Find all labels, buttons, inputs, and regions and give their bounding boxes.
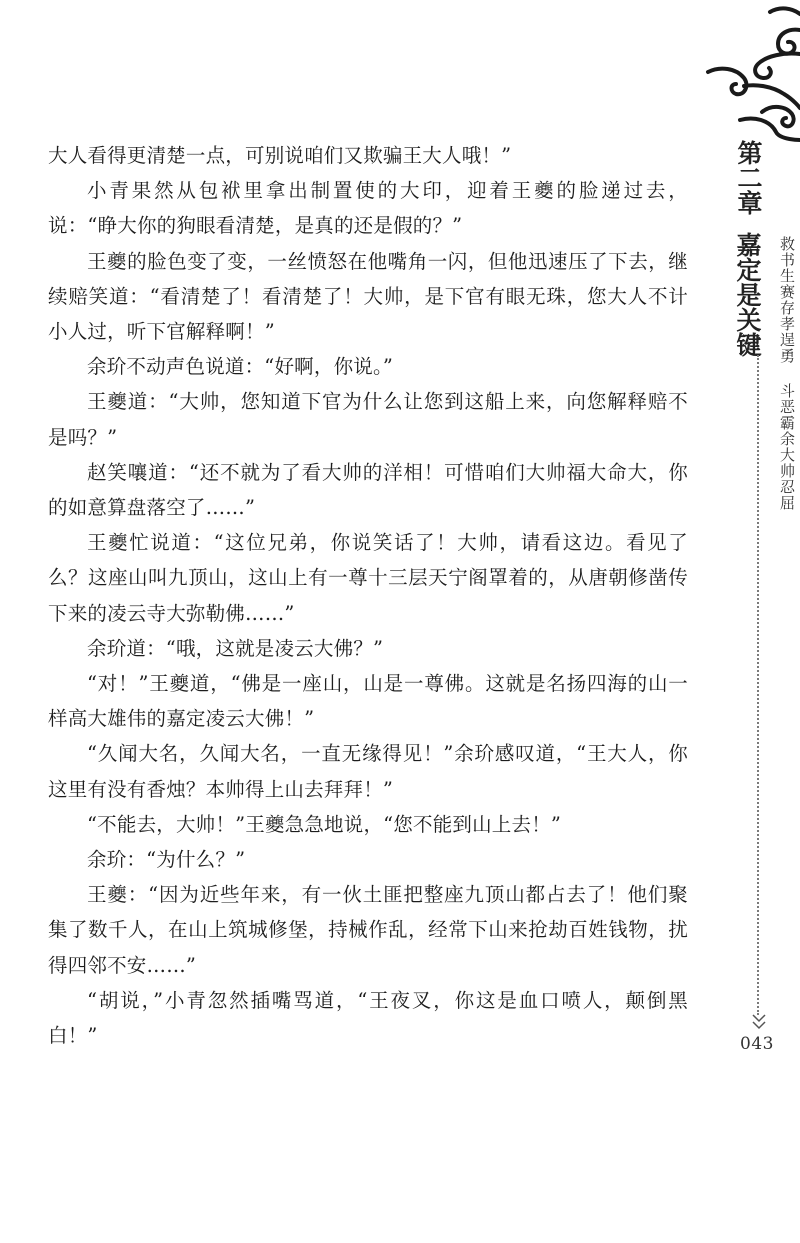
body-text [48, 138, 688, 1053]
paragraph: “久闻大名，久闻大名，一直无缘得见！”余玠感叹道，“王大人，你这里有没有香烛？本帅得上山去拜拜！” [48, 742, 688, 801]
paragraph: 赵笑嚷道：“还不就为了看大帅的洋相！可惜咱们大帅福大命大，你的如意算盘落空了……” [48, 460, 688, 520]
paragraph: 王夔忙说道：“这位兄弟，你说笑话了！大帅，请看这边。看见了么？这座山叫九顶山，这山上有一尊十三层天宁阁罩着的，从唐朝修凿传下来的凌云寺大弥勒佛……” [48, 531, 688, 625]
chevron-down-icon [749, 1012, 769, 1032]
paragraph: “对！”王夔道，“佛是一座山，山是一尊佛。这就是名扬四海的山一样高大雄伟的嘉定凌云大佛！” [48, 672, 688, 731]
cloud-ornament-icon [700, 0, 800, 150]
paragraph: 小青果然从包袱里拿出制置使的大印，迎着王夔的脸递过去，说：“睁大你的狗眼看清楚，是真的还是假的？” [48, 179, 688, 238]
chapter-title: 嘉定是关键 [733, 232, 762, 357]
chapter-number: 第二章 [734, 140, 763, 215]
page-number: 043 [740, 1034, 774, 1054]
paragraph: 王夔：“因为近些年来，有一伙土匪把整座九顶山都占去了！他们聚集了数千人，在山上筑城修堡，持械作乱，经常下山来抢劫百姓钱物，扰得四邻不安……” [48, 883, 688, 977]
paragraph: 王夔道：“大帅，您知道下官为什么让您到这船上来，向您解释赔不是吗？” [48, 390, 688, 449]
paragraph: “胡说，”小青忽然插嘴骂道，“王夜叉，你这是血口喷人，颠倒黑白！” [48, 988, 688, 1048]
paragraph: 余玠道：“哦，这就是凌云大佛？” [87, 636, 384, 660]
chapter-subtitle: 救书生赛存孝逞勇 斗恶霸余大帅忍屈 [778, 236, 796, 511]
paragraph: 余玠：“为什么？” [87, 848, 246, 872]
paragraph: 余玠不动声色说道：“好啊，你说。” [87, 355, 394, 379]
paragraph: 大人看得更清楚一点，可别说咱们又欺骗王大人哦！” [48, 144, 512, 167]
dotted-divider [757, 355, 759, 1015]
paragraph: 王夔的脸色变了变，一丝愤怒在他嘴角一闪，但他迅速压了下去，继续赔笑道：“看清楚了！看清楚了！大帅，是下官有眼无珠，您大人不计小人过，听下官解释啊！” [48, 249, 688, 344]
paragraph: “不能去，大帅！”王夔急急地说，“您不能到山上去！” [87, 812, 562, 836]
